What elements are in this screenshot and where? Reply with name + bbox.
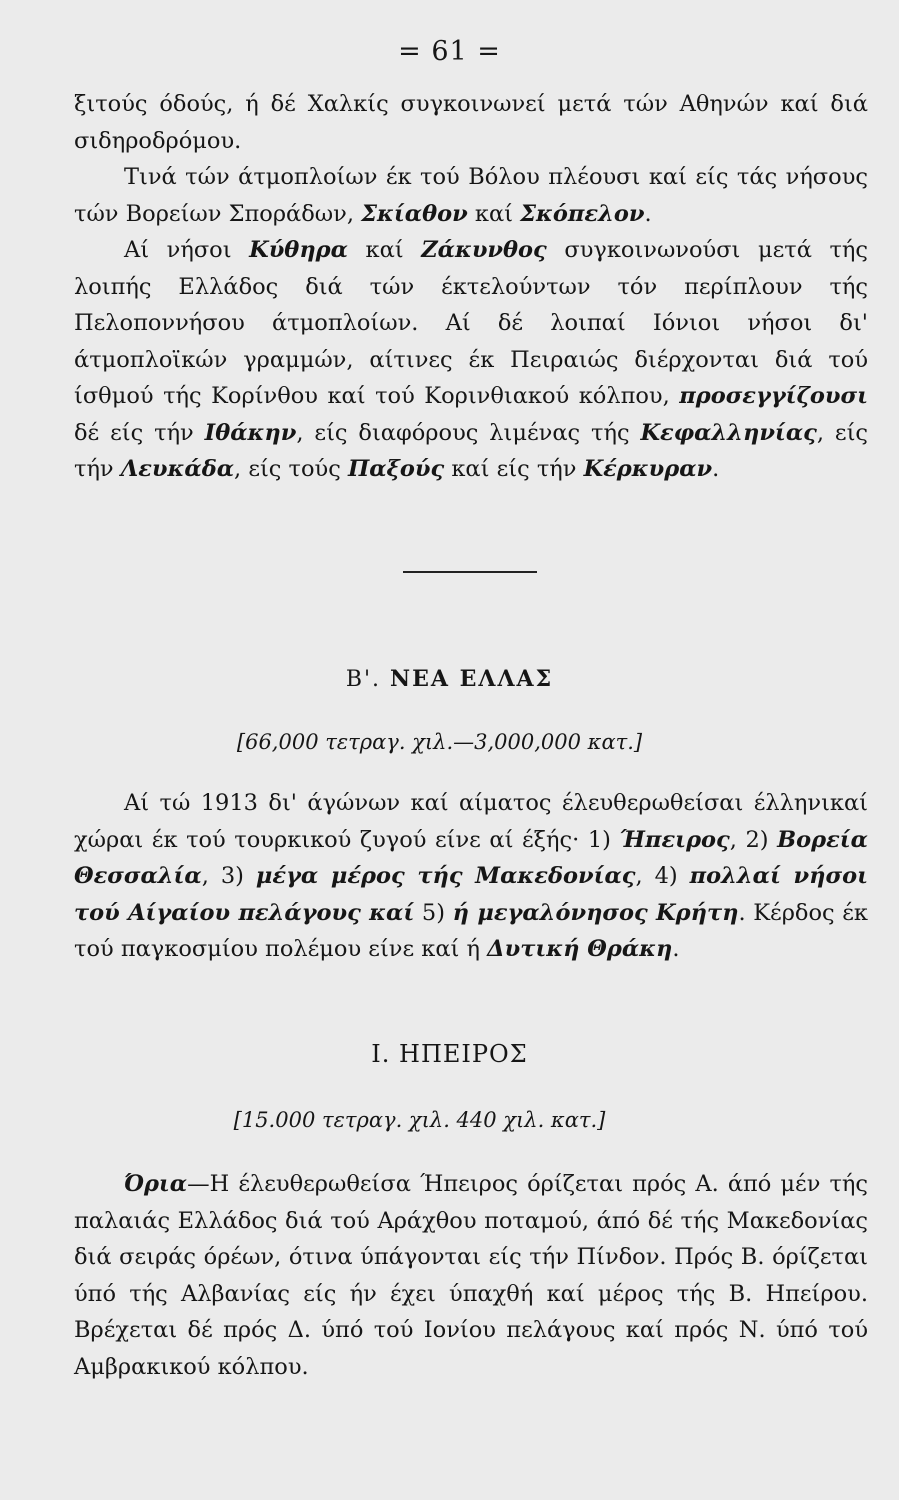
place-paxoi: Παξούς <box>347 456 445 482</box>
place-zakynthos: Ζάκυνθος <box>421 237 547 263</box>
paragraph-ionian-islands: Αί νήσοι Κύθηρα καί Ζάκυνθος συγκοινωνούσι μετά τής λοιπής Ελλάδος διά τών έκτελούντων τόν περίπλουν τής Πελοποννήσου άτμοπλοίων. Αί δέ λοιπαί Ιόνιοι νήσοι δι' άτμοπλοϊκών γραμμών, αίτινες έκ Πειραιώς διέρχονται διά τού ίσθμού τής Κορίνθου καί τού Κορινθιακού κόλπου, προσεγγίζουσι δέ είς τήν Ιθάκην, είς διαφόρους λιμένας τής Κεφαλληνίας, είς τήν Λευκάδα, είς τούς Παξούς καί είς τήν Κέρκυραν. <box>74 237 869 482</box>
place-kythira: Κύθηρα <box>249 237 348 263</box>
region-makedonia: μέγα μέρος τής Μακεδονίας <box>255 863 636 889</box>
place-skopelos: Σκόπελον <box>520 200 645 227</box>
place-ithaki: Ιθάκην <box>204 419 297 446</box>
paragraph-new-territories: Αί τώ 1913 δι' άγώνων καί αίματος έλευθερωθείσαι έλληνικαί χώραι έκ τού τουρκικού ζυγού είνε αί έξής· 1) Ήπειρος, 2) Βορεία Θεσσαλία, 3) μέγα μέρος τής Μακεδονίας, 4) πολλαί νήσοι τού Αίγαίου πελάγους καί 5) ή μεγαλόνησος Κρήτη. Κέρδος έκ τού παγκοσμίου πολέμου είνε καί ή Δυτική Θράκη. <box>74 790 868 962</box>
section-heading-ipeiros: I. ΗΠΕΙΡΟΣ <box>371 1040 528 1068</box>
section-heading-nea-ellas: Β'. ΝΕΑ ΕΛΛΑΣ <box>345 666 554 692</box>
paragraph-ipeiros-borders: Όρια—Η έλευθερωθείσα Ήπειρος όρίζεται πρός Α. άπό μέν τής παλαιάς Ελλάδος διά τού Αράχθου ποταμού, άπό δέ τής Μακεδονίας διά σειράς όρέων, ότινα ύπάγονται είς τήν Πίνδον. Πρός Β. όρίζεται ύπό τής Αλβανίας είς ήν έχει ύπαχθή καί μέρος τής Β. Ηπείρου. Βρέχεται δέ πρός Δ. ύπό τού Ιονίου πελάγους καί πρός Ν. ύπό τού Αμβρακικού κόλπου. <box>74 1171 868 1380</box>
lead-word-oria: Όρια <box>124 1171 188 1197</box>
paragraph-ships-sporades: Τινά τών άτμοπλοίων έκ τού Βόλου πλέουσι καί είς τάς νήσους τών Βορείων Σποράδων, Σκίαθον καί Σκόπελον. <box>74 164 868 227</box>
region-aegean-islands: πολλαί νήσοι τού Αίγαίου πελάγους καί <box>74 863 868 926</box>
word-prosengizousi: προσεγγίζουσι <box>679 383 868 409</box>
page-number: = 61 = <box>398 36 501 67</box>
paragraph-continuation: ξιτούς όδούς, ή δέ Χαλκίς συγκοινωνεί μετά τών Αθηνών καί διά σιδηροδρόμου. <box>74 91 868 154</box>
place-lefkada: Λευκάδα <box>120 456 235 482</box>
section-stats-nea-ellas: [66,000 τετραγ. χιλ.—3,000,000 κατ.] <box>236 730 643 754</box>
region-thessalia: Βορεία Θεσσαλία <box>74 826 868 889</box>
region-ipeiros: Ήπειρος <box>619 826 730 853</box>
place-kefalonia: Κεφαλληνίας <box>640 419 817 446</box>
place-kerkyra: Κέρκυραν <box>583 456 713 482</box>
place-skiathos: Σκίαθον <box>361 200 468 227</box>
section-stats-ipeiros: [15.000 τετραγ. χιλ. 440 χιλ. κατ.] <box>233 1108 606 1132</box>
region-thraki: Δυτική Θράκη <box>487 936 673 962</box>
section-divider <box>403 571 537 573</box>
region-kriti: ή μεγαλόνησος Κρήτη <box>452 899 739 926</box>
